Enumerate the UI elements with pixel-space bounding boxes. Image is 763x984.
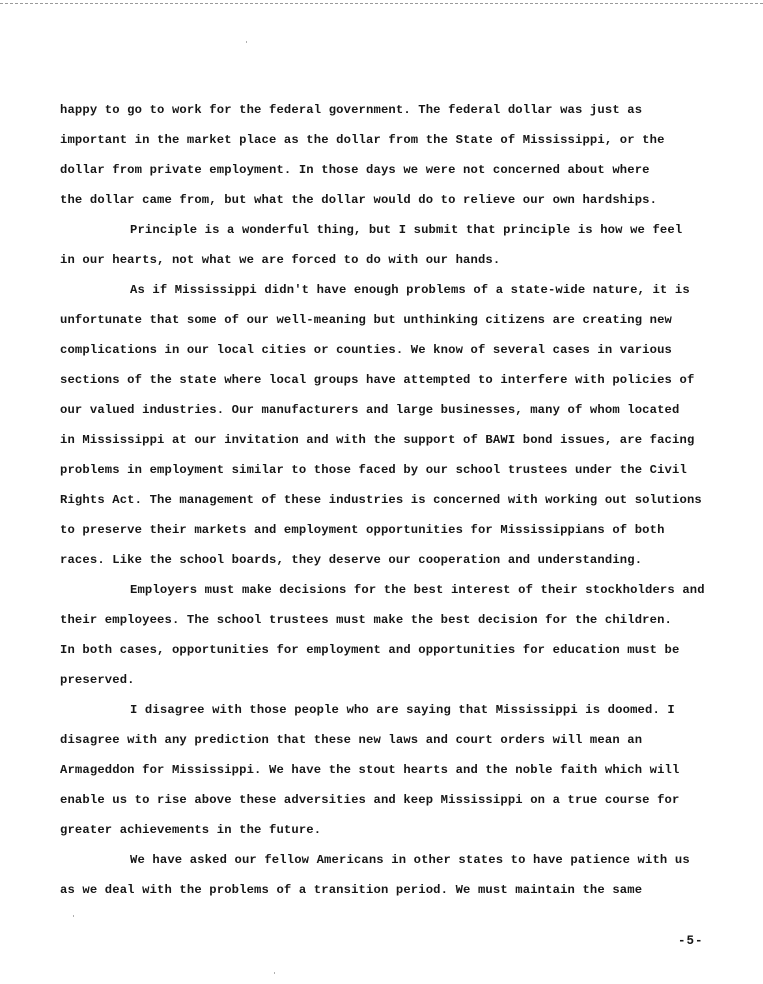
text-line: our valued industries. Our manufacturers and large businesses, many of whom located	[60, 403, 680, 417]
text-line: in Mississippi at our invitation and with the support of BAWI bond issues, are facing	[60, 433, 695, 447]
text-line: as we deal with the problems of a transition period. We must maintain the same	[60, 883, 643, 897]
text-line: the dollar came from, but what the dollar would do to relieve our own hardships.	[60, 193, 658, 207]
text-line: As if Mississippi didn't have enough problems of a state-wide nature, it is	[130, 283, 690, 297]
scan-speck	[274, 972, 275, 974]
text-line: Principle is a wonderful thing, but I submit that principle is how we feel	[130, 223, 683, 237]
text-line: We have asked our fellow Americans in other states to have patience with us	[130, 853, 690, 867]
text-line: unfortunate that some of our well-meaning but unthinking citizens are creating new	[60, 313, 673, 327]
text-line: races. Like the school boards, they deserve our cooperation and understanding.	[60, 553, 643, 567]
text-line: to preserve their markets and employment opportunities for Mississippians of both	[60, 523, 665, 537]
scan-speck	[73, 915, 74, 917]
paragraph	[60, 575, 710, 695]
text-line: in our hearts, not what we are forced to do with our hands.	[60, 253, 501, 267]
page-number: -5-	[678, 934, 704, 948]
text-line: enable us to rise above these adversities and keep Mississippi on a true course for	[60, 793, 680, 807]
text-line: sections of the state where local groups have attempted to interfere with policies of	[60, 373, 695, 387]
text-line: happy to go to work for the federal government. The federal dollar was just as	[60, 103, 643, 117]
paragraph	[60, 275, 710, 575]
text-line: important in the market place as the dollar from the State of Mississippi, or the	[60, 133, 665, 147]
text-line: problems in employment similar to those faced by our school trustees under the Civil	[60, 463, 687, 477]
paragraph	[60, 845, 710, 905]
text-line: preserved.	[60, 673, 135, 687]
text-line: dollar from private employment. In those days we were not concerned about where	[60, 163, 650, 177]
paragraph	[60, 215, 710, 275]
text-line: Rights Act. The management of these industries is concerned with working out solutions	[60, 493, 702, 507]
text-line: Armageddon for Mississippi. We have the stout hearts and the noble faith which will	[60, 763, 680, 777]
scan-speck	[246, 41, 247, 43]
text-line: I disagree with those people who are saying that Mississippi is doomed. I	[130, 703, 675, 717]
text-line: greater achievements in the future.	[60, 823, 322, 837]
text-line: Employers must make decisions for the best interest of their stockholders and	[130, 583, 705, 597]
page-top-edge	[0, 3, 763, 4]
document-body	[60, 95, 710, 905]
text-line: complications in our local cities or counties. We know of several cases in various	[60, 343, 673, 357]
text-line: In both cases, opportunities for employment and opportunities for education must be	[60, 643, 680, 657]
text-line: their employees. The school trustees must make the best decision for the children.	[60, 613, 673, 627]
paragraph	[60, 95, 710, 215]
text-line: disagree with any prediction that these new laws and court orders will mean an	[60, 733, 643, 747]
paragraph	[60, 695, 710, 845]
